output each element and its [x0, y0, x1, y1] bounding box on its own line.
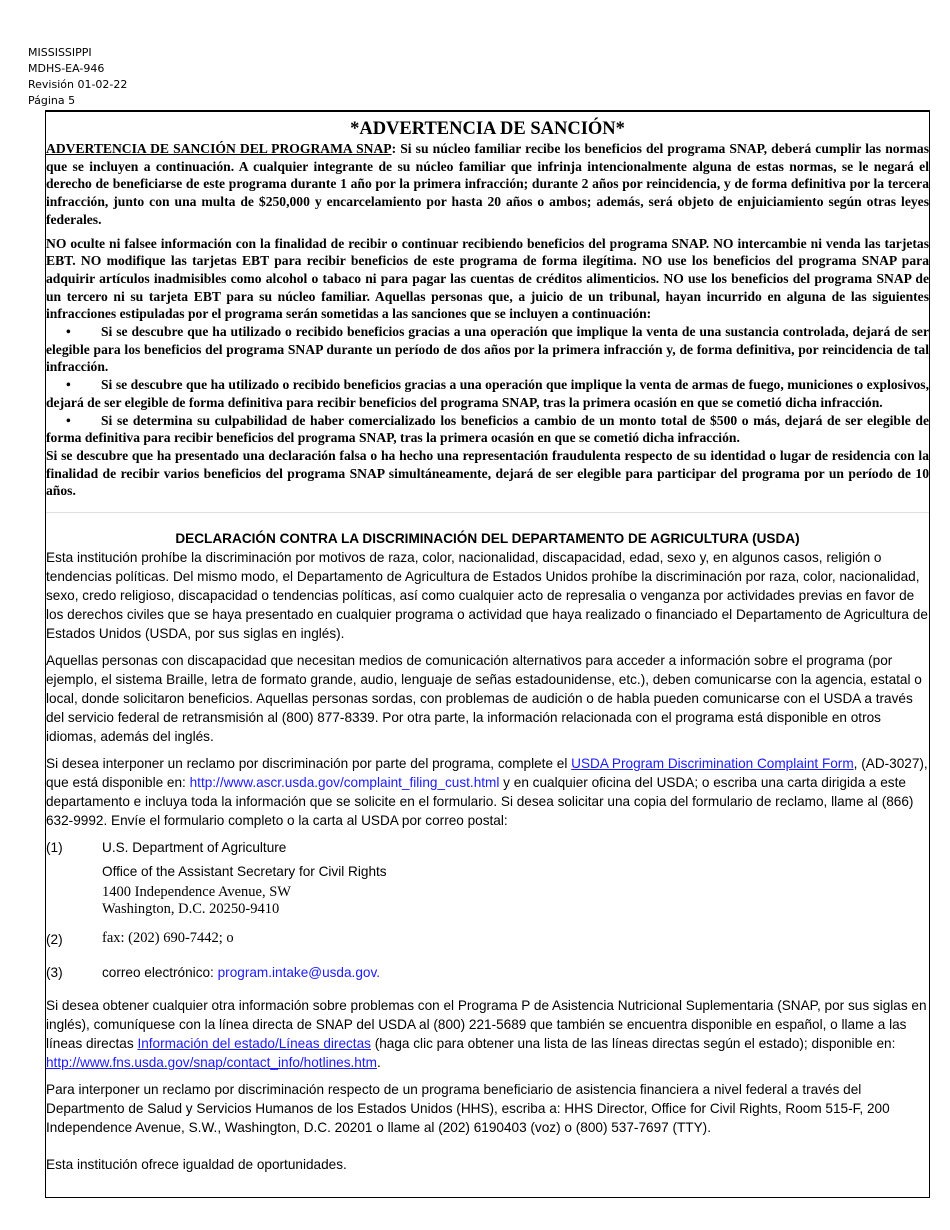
- sanction-lead-sep: :: [391, 141, 397, 156]
- fax-number: fax: (202) 690-7442; o: [102, 930, 234, 947]
- usda-section: [46, 529, 929, 1174]
- usda-para-4: [46, 996, 929, 1072]
- content-frame: [45, 110, 930, 1198]
- usda-para-1: Esta institución prohíbe la discriminación por motivos de raza, color, nacionalidad, discapacidad, edad, sexo y, en algunos casos, religión o tendencias políticas. Del mismo modo, el Departamento de Agricultura de Estados Unidos prohíbe la discriminación por raza, color, nacionalidad, sexo, credo religioso, discapacidad o tendencias políticas, así como cualquier acto de represalia o venganza por actividades previas en favor de los derechos civiles que se haya presentado en cualquier programa o actividad que haya realizado o financiado el Departamento de Agricultura de Estados Unidos (USDA, por sus siglas en inglés).: [46, 550, 928, 642]
- sanction-bullet-text: Si se descubre que ha utilizado o recibido beneficios gracias a una operación que implique la venta de armas de fuego, municiones o explosivos, dejará de ser elegible de forma definitiva para recibir beneficios del programa SNAP, tras la primera ocasión en que se cometió dicha infracción.: [46, 377, 929, 410]
- sanction-section: [46, 118, 929, 500]
- usda-para-3-text-c: y en cualquier oficina del USDA; o escriba una carta dirigida a este departamento e incluya toda la información que se solicite en el formulario. Si desea solicitar una copia del formulario de reclamo, llame al (866) 632-9992. Envíe el formulario completo o la carta al USDA por correo postal:: [46, 775, 914, 829]
- sanction-bullet: [46, 412, 929, 447]
- sanction-bullet-list: [46, 323, 929, 447]
- form-id: MDHS-EA-946: [28, 62, 105, 75]
- mailing-address: [46, 838, 929, 982]
- sanction-para-2: NO oculte ni falsee información con la finalidad de recibir o continuar recibiendo beneficios del programa SNAP. NO intercambie ni venda las tarjetas EBT. NO modifique las tarjetas EBT para recibir beneficios de este programa de forma ilegítima. NO use los beneficios del programa SNAP para adquirir artículos inadmisibles como alcohol o tabaco ni para pagar las cuentas de créditos alimenticios. NO use los beneficios del programa SNAP de un tercero ni su tarjeta EBT para su núcleo familiar. Aquellas personas que, a juicio de un tribunal, hayan incurrido en alguna de las siguientes infracciones estipuladas por el programa serán sometidas a las sanciones que se incluyen a continuación:: [46, 235, 929, 322]
- form-header: [28, 45, 127, 109]
- sanction-bullet: [46, 376, 929, 411]
- usda-para-3: [46, 754, 929, 830]
- revision-label: Revisión 01-02-22: [28, 78, 128, 91]
- address-number: (1): [46, 840, 63, 856]
- sanction-bullet-text: Si se descubre que ha utilizado o recibido beneficios gracias a una operación que implique la venta de una sustancia controlada, dejará de ser elegible para los beneficios del programa SNAP durante un período de dos años por la primera infracción y, de forma definitiva, por reincidencia de tal infracción.: [46, 324, 929, 375]
- sanction-lead-heading: ADVERTENCIA DE SANCIÓN DEL PROGRAMA SNAP: [46, 141, 392, 156]
- sanction-para-3: Si se descubre que ha presentado una declaración falsa o ha hecho una representación fraudulenta respecto de su identidad o lugar de residencia con la finalidad de recibir varios beneficios del programa SNAP simultáneamente, dejará de ser elegible para participar del programa por un período de 10 años.: [46, 447, 929, 499]
- bullet-icon: •: [66, 412, 71, 428]
- address-line-2: Office of the Assistant Secretary for Civil Rights: [102, 864, 387, 880]
- bullet-icon: •: [66, 324, 71, 340]
- ascr-url-link[interactable]: http://www.ascr.usda.gov/complaint_filing_cust.html: [189, 775, 500, 791]
- sanction-bullet-text: Si se determina su culpabilidad de haber comercializado los beneficios a cambio de un monto total de $500 o más, dejará de ser elegible de forma definitiva para recibir beneficios del programa SNAP, tras la primera ocasión en que se cometió dicha infracción.: [46, 412, 929, 446]
- email-label: correo electrónico:: [102, 965, 218, 981]
- usda-para-4-text-a: Si desea obtener cualquier otra información sobre problemas con el Programa P de Asistencia Nutricional Suplementaria (SNAP, por sus siglas en inglés), comuníquese con la línea directa de SNAP del USDA al (800) 221-5689 que también se encuentra disponible en español, o llame a las líneas directas: [46, 998, 927, 1052]
- complaint-form-link[interactable]: USDA Program Discrimination Complaint Form: [571, 756, 854, 772]
- address-line-4: Washington, D.C. 20250-9410: [102, 901, 280, 918]
- usda-para-2: Aquellas personas con discapacidad que necesitan medios de comunicación alternativos para acceder a información sobre el programa (por ejemplo, el sistema Braille, letra de formato grande, audio, lenguaje de señas estadounidense, etc.), deben comunicarse con la agencia, estatal o local, donde solicitaron beneficios. Aquellas personas sordas, con problemas de audición o de habla pueden comunicarse con el USDA a través del servicio federal de retransmisión al (800) 877-8339. Por otra parte, la información relacionada con el programa está disponible en otros idiomas, además del inglés.: [46, 653, 922, 745]
- usda-title: DECLARACIÓN CONTRA LA DISCRIMINACIÓN DEL DEPARTAMENTO DE AGRICULTURA (USDA): [175, 531, 800, 547]
- address-item-1: [46, 838, 929, 918]
- sanction-para-1-text: Si su núcleo familiar recibe los beneficios del programa SNAP, deberá cumplir las normas que se incluyen a continuación. A cualquier integrante de su núcleo familiar que infrinja intencionalmente alguna de estas normas, se le negará el derecho de beneficiarse de este programa durante 1 año por la primera infracción; durante 2 años por reincidencia, y de forma definitiva por la tercera infracción, junto con una multa de $250,000 y encarcelamiento por hasta 20 años o ambos; además, será objeto de enjuiciamiento según otras leyes federales.: [46, 141, 930, 227]
- page-number: Página 5: [28, 94, 76, 107]
- address-number: (2): [46, 932, 63, 948]
- equal-opportunity-footer: Esta institución ofrece igualdad de oportunidades.: [46, 1157, 347, 1173]
- usda-para-3-text-a: Si desea interponer un reclamo por discriminación por parte del programa, complete el: [46, 756, 572, 772]
- sanction-para-1: [46, 140, 929, 229]
- usda-para-5: Para interponer un reclamo por discriminación respecto de un programa beneficiario de asistencia financiera a nivel federal a través del Departmento de Salud y Servicios Humanos de los Estados Unidos (HHS), escriba a: HHS Director, Office for Civil Rights, Room 515-F, 200 Independence Avenue, S.W., Washington, D.C. 20201 o llame al (202) 6190403 (voz) o (800) 537-7697 (TTY).: [46, 1082, 890, 1136]
- state-label: MISSISSIPPI: [28, 46, 92, 59]
- address-block: [102, 838, 387, 918]
- usda-para-4-text-b: (haga clic para obtener una lista de las líneas directas según el estado); disponible en:: [370, 1036, 896, 1052]
- hotlines-url-link[interactable]: http://www.fns.usda.gov/snap/contact_info/hotlines.htm: [46, 1055, 377, 1071]
- bullet-icon: •: [66, 377, 71, 393]
- address-line-1: U.S. Department of Agriculture: [102, 840, 287, 856]
- sanction-title: *ADVERTENCIA DE SANCIÓN*: [350, 119, 625, 139]
- usda-para-4-text-c: .: [376, 1055, 381, 1071]
- address-number: (3): [46, 965, 63, 981]
- usda-para-3-text-b: , (AD-3027), que está disponible en:: [46, 756, 928, 791]
- section-divider: [46, 512, 929, 513]
- address-item-3: [46, 963, 929, 982]
- state-hotlines-link[interactable]: Información del estado/Líneas directas: [137, 1036, 371, 1052]
- email-line: [102, 963, 380, 982]
- address-item-2: [46, 930, 929, 949]
- sanction-bullet: [46, 323, 929, 376]
- address-line-3: 1400 Independence Avenue, SW: [102, 884, 291, 901]
- email-link[interactable]: program.intake@usda.gov.: [217, 965, 381, 981]
